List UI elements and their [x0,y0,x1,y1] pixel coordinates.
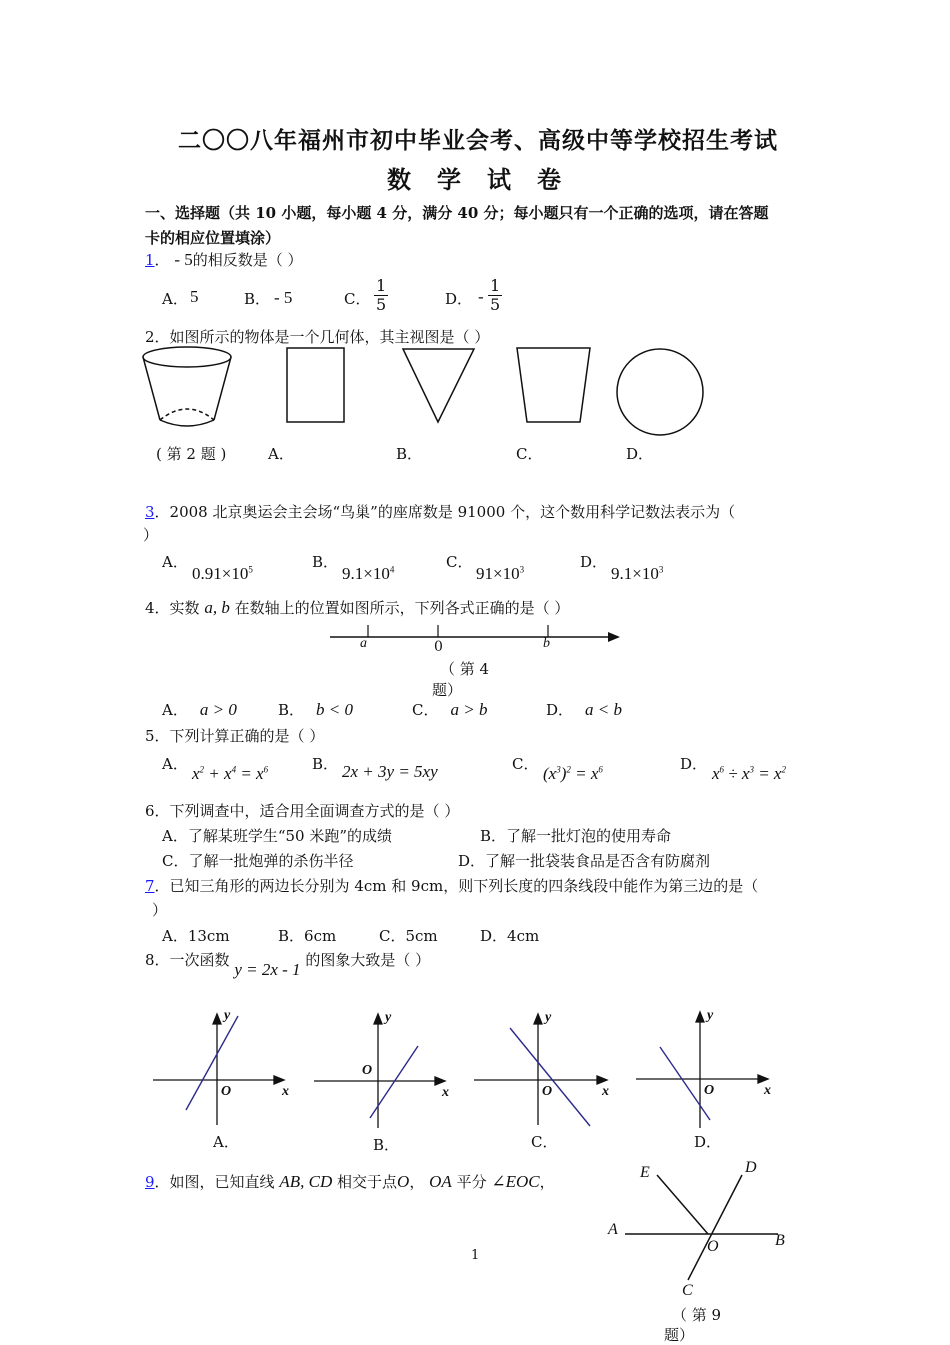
exam-subtitle: 数学试卷 [387,165,587,194]
q3-b-exp: 4 [389,564,395,575]
q8-d-x-label: x [764,1083,771,1098]
q3-option-a-label: A． [162,553,188,571]
q9-label-c: C [682,1282,693,1299]
q9-text-a: ．如图，已知直线 [154,1173,275,1191]
q9-label-a: A [608,1221,618,1238]
q1-option-b-label: B． [244,290,271,308]
q5-option-d-expr: $x^6 \div x^3 = x^2$ [712,764,786,783]
q6-option-b: B．了解一批灯泡的使用寿命 [480,827,672,845]
q8-label-a: A． [213,1133,239,1151]
q4-b-label: B． [278,701,305,719]
q9-caption: （ 第 9 [672,1306,722,1324]
q8-prefix: 8．一次函数 [145,951,230,969]
q8-b-origin: O [362,1063,373,1078]
q1-d-denominator: 5 [490,295,501,314]
q5-option-a-label: A． [162,755,188,773]
q9-comma: ， [409,1173,425,1191]
q4-caption: （ 第 4 [440,660,490,678]
q1-option-a: 5 [190,287,199,306]
question-6: 6．下列调查中，适合用全面调查方式的是（ ） [145,802,460,820]
q5-option-c-expr: $(x^3)^2 = x^6$ [543,764,603,783]
q4-d-label: D． [546,701,574,719]
q7-option-c: C．5cm [379,927,438,945]
q9-label-b: B [775,1232,785,1249]
q1-dot: ． [154,251,170,269]
question-7-number[interactable]: 7 [145,877,155,895]
q2-label-d: D． [626,445,654,463]
q1-value: - 5 [174,250,193,269]
q8-c-y-label: y [545,1010,552,1025]
q9-text-c: 平分 [456,1173,487,1191]
section-heading-cont: 卡的相应位置填涂） [145,229,281,247]
q1-c-denominator: 5 [376,295,387,314]
q8-label-c: C． [531,1133,558,1151]
q4-axis-zero: 0 [434,639,443,655]
q5-option-c-label: C． [512,755,539,773]
exam-title: 二〇〇八年福州市初中毕业会考、高级中等学校招生考试 [178,127,778,154]
q9-point-o: O [397,1172,410,1191]
question-5: 5．下列计算正确的是（ ） [145,727,325,745]
q2-label-b: B． [396,445,423,463]
question-2: 2．如图所示的物体是一个几何体，其主视图是（ ） [145,328,490,346]
q3-text-cont: ） [143,526,159,544]
q1-text: 的相反数是（ ） [192,251,303,269]
q5-option-b-label: B． [312,755,339,773]
q1-option-d-label: D． [445,290,473,308]
q2-caption: ( 第 2 题 ) [156,445,227,463]
q3-b-base: 9.1×10 [342,564,390,583]
q1-option-a-label: A． [162,290,188,308]
q8-text: 的图象大致是（ ） [305,951,431,969]
q3-option-d-label: D． [580,553,608,571]
q3-option-b-label: B． [312,553,339,571]
q3-c-base: 91×10 [476,564,520,583]
q3-option-c-label: C． [446,553,473,571]
q9-angle: ∠EOC [491,1172,540,1191]
q6-option-d: D．了解一批袋装食品是否含有防腐剂 [458,852,711,870]
q5-option-b-expr: 2x + 3y = 5xy [342,762,438,781]
q8-c-origin: O [542,1084,553,1099]
q6-option-a: A．了解某班学生“50 米跑”的成绩 [162,827,393,845]
question-9-number[interactable]: 9 [145,1173,155,1191]
q4-axis-b: b [543,636,550,651]
q8-a-origin: O [221,1084,232,1099]
q8-d-y-label: y [707,1008,714,1023]
q1-d-numerator: 1 [490,276,501,295]
q7-option-b: B．6cm [278,927,337,945]
q9-line-cd [688,1175,742,1280]
q7-text-cont: ） [152,901,168,919]
q7-text: ．已知三角形的两边长分别为 4cm 和 9cm，则下列长度的四条线段中能作为第三边的是（ [154,877,759,895]
q2-label-c: C． [516,445,543,463]
q1-option-b: - 5 [274,288,293,307]
q8-b-x-label: x [442,1085,449,1100]
q9-text-b: 相交于点 [337,1173,398,1191]
q4-c-expr: a > b [450,700,488,719]
q8-label-b: B． [373,1136,400,1154]
q9-label-d: D [745,1159,757,1176]
q8-a-y-label: y [224,1008,231,1023]
q1-option-d-sign: - [478,287,484,306]
q4-d-expr: a < b [585,700,623,719]
q3-c-exp: 3 [519,564,525,575]
q4-c-label: C． [412,701,439,719]
q4-a-expr: a > 0 [199,700,237,719]
q3-text: ．2008 北京奥运会主会场“鸟巢”的座席数是 91000 个，这个数用科学记数法表示为（ [154,503,736,521]
question-1-number[interactable]: 1 [145,251,155,269]
q9-label-e: E [640,1164,650,1181]
q1-c-numerator: 1 [376,276,387,295]
q4-axis-a: a [360,636,367,651]
question-3-number[interactable]: 3 [145,503,155,521]
page-number: 1 [471,1248,480,1263]
q8-label-d: D． [694,1133,722,1151]
q7-option-d: D．4cm [480,927,540,945]
q3-a-exp: 5 [248,564,253,575]
q8-b-y-label: y [385,1010,392,1025]
q9-label-o: O [707,1238,719,1255]
q9-oa: OA [429,1172,452,1191]
q6-option-c: C．了解一批炮弹的杀伤半径 [162,852,354,870]
q7-option-a: A．13cm [162,927,230,945]
q8-expression: y = 2x - 1 [234,960,301,979]
q4-caption-cont: 题） [432,681,463,699]
q9-ray-oe [657,1175,708,1234]
q3-d-base: 9.1×10 [611,564,659,583]
q8-a-x-label: x [282,1084,289,1099]
q9-text-d: ， [539,1173,555,1191]
q5-option-d-label: D． [680,755,708,773]
section-heading: 一、选择题（共 10 小题，每小题 4 分，满分 40 分；每小题只有一个正确的选项，请在答题 [145,204,769,222]
q2-label-a: A． [268,445,294,463]
q3-d-exp: 3 [658,564,664,575]
q8-d-origin: O [704,1083,715,1098]
q4-a-label: A． [162,701,188,719]
q3-a-base: 0.91×10 [192,564,249,583]
q4-vars: a, b [204,598,230,617]
q1-option-c-label: C． [344,290,371,308]
q4-prefix: 4．实数 [145,599,200,617]
q8-c-x-label: x [602,1084,609,1099]
q4-b-expr: b < 0 [316,700,354,719]
q5-option-a-expr: $x^2 + x^4 = x^6$ [192,764,269,783]
q9-lines: AB, CD [279,1172,333,1191]
q4-text: 在数轴上的位置如图所示，下列各式正确的是（ ） [234,599,570,617]
q9-caption-cont: 题） [664,1326,695,1344]
